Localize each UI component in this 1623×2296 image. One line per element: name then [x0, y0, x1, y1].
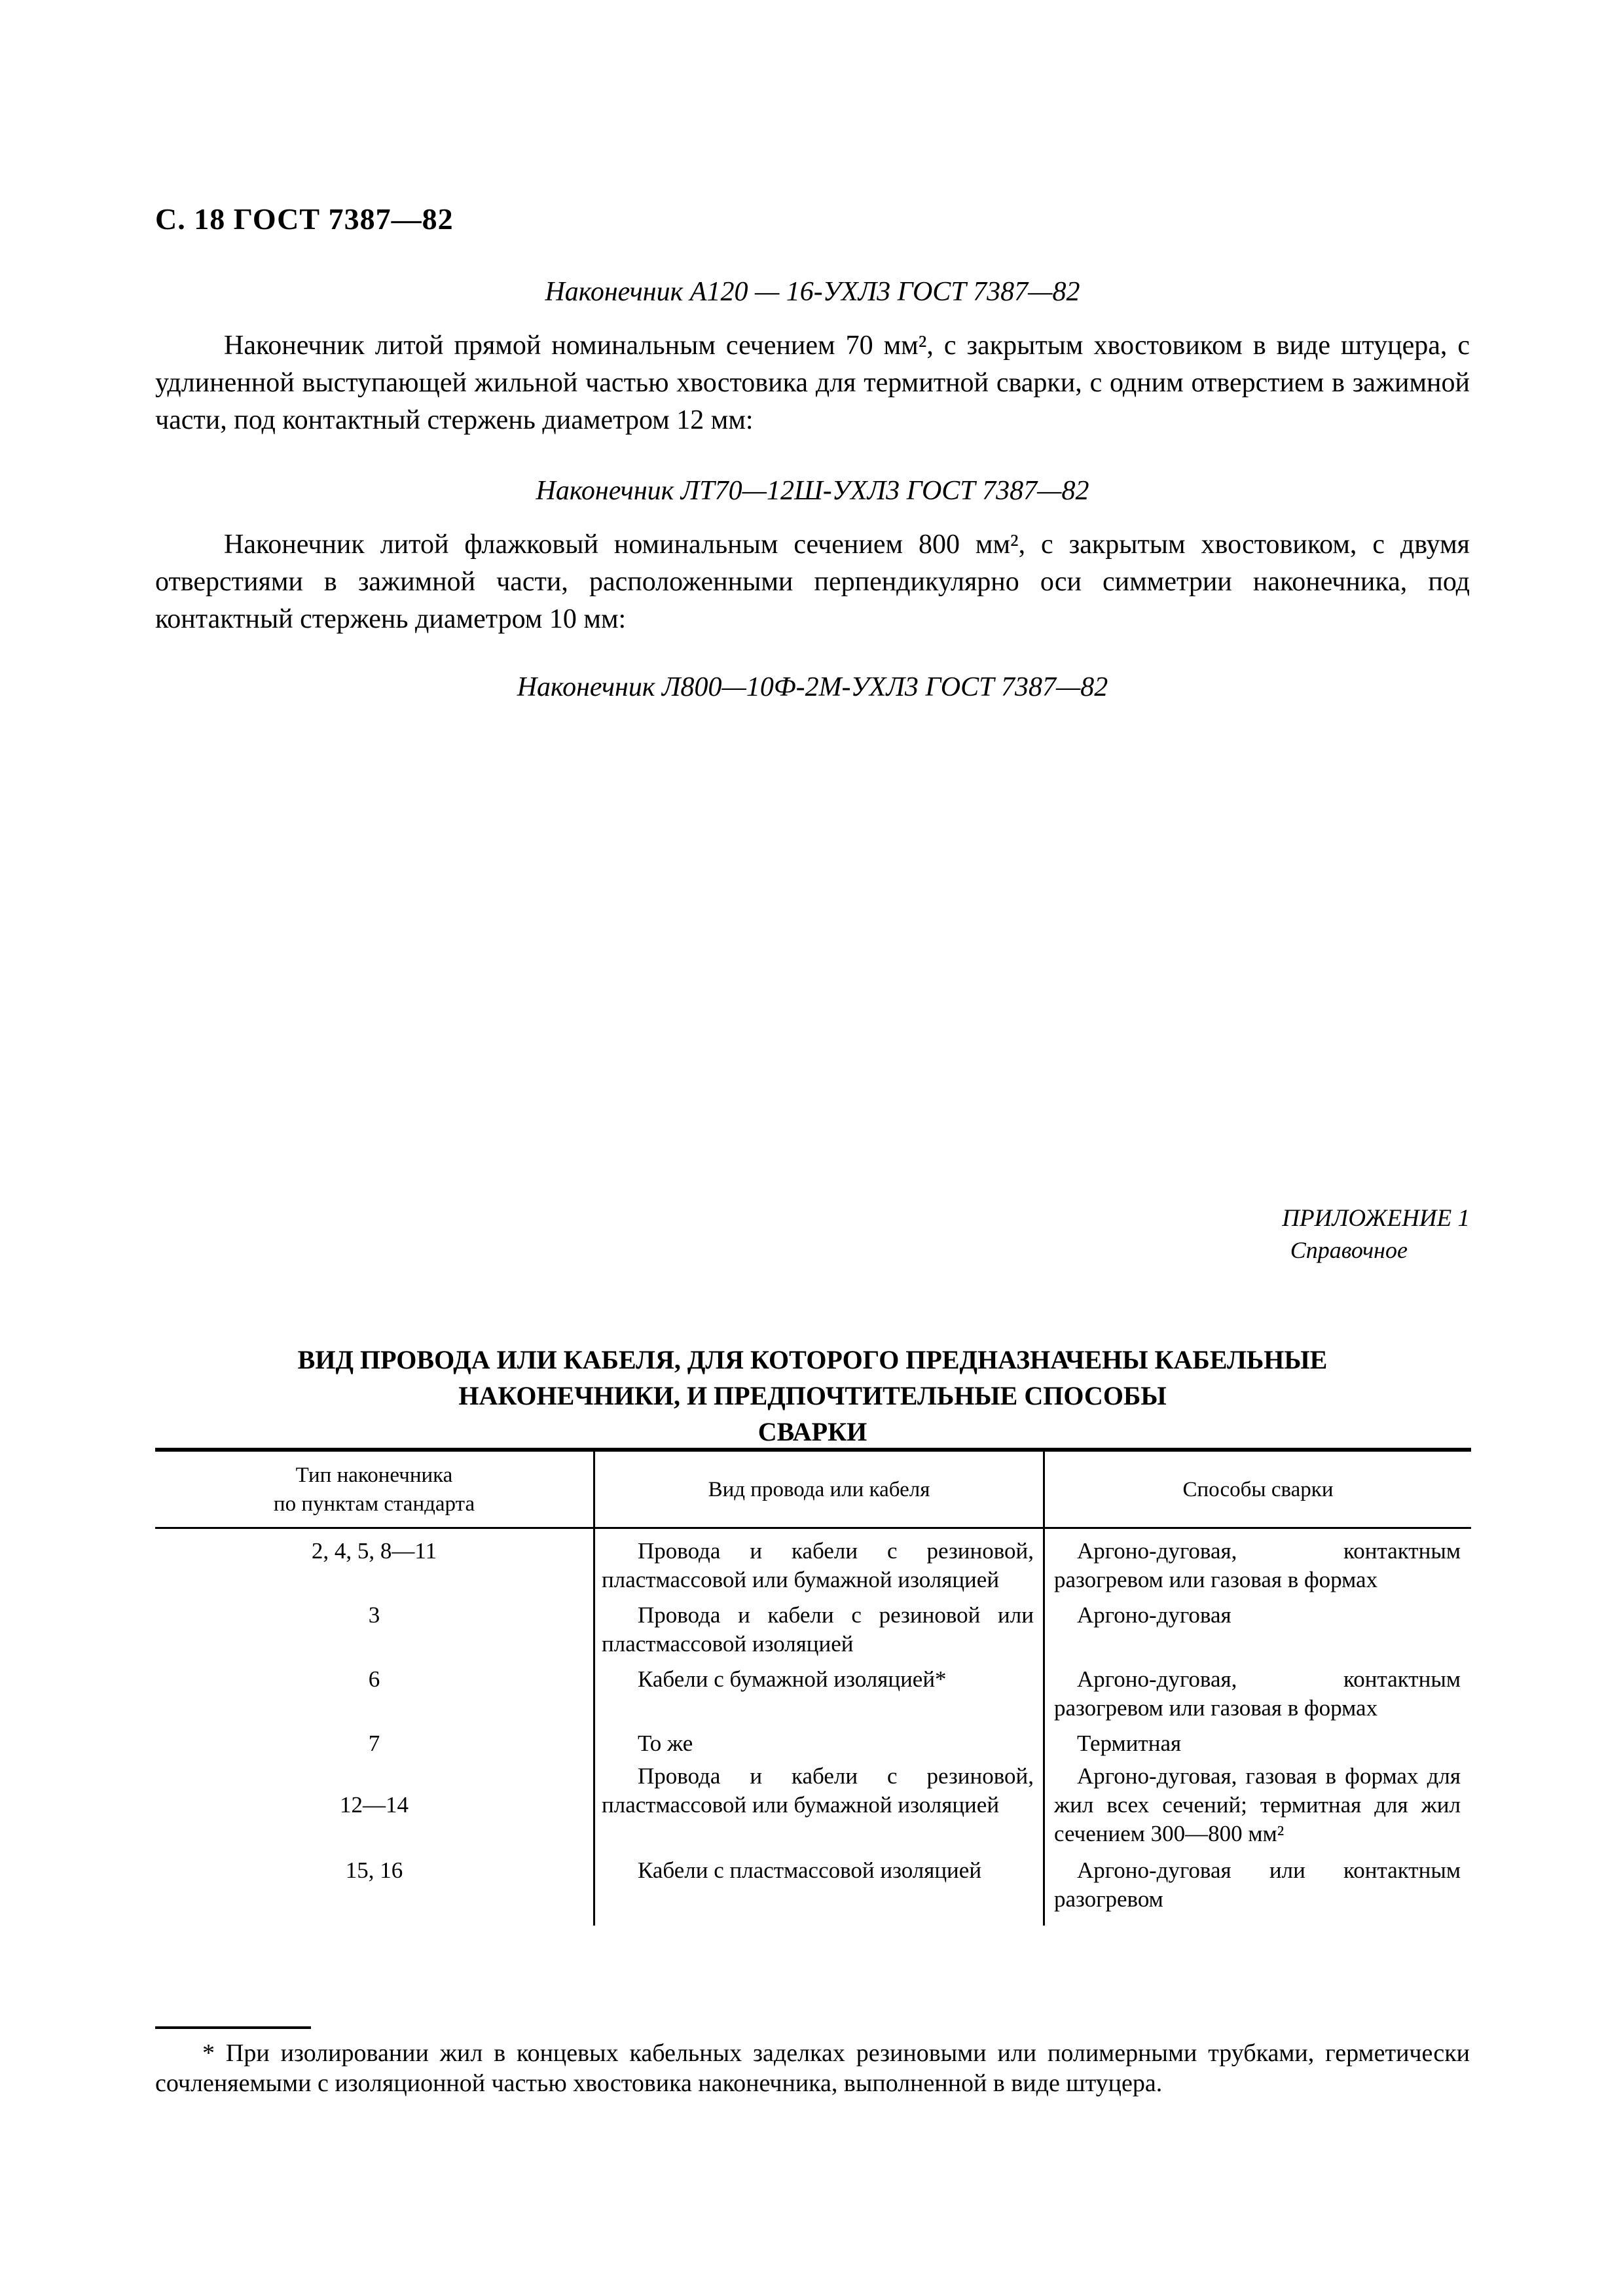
cell-method: Аргоно-дуговая или контактным разогревом: [1043, 1848, 1471, 1926]
cell-kind: Кабели с бумажной изоляцией*: [593, 1659, 1043, 1723]
cell-kind: То же: [593, 1723, 1043, 1758]
cell-method: Аргоно-дуговая: [1043, 1594, 1471, 1659]
cell-type: 3: [368, 1602, 380, 1628]
footnote-text: * При изолировании жил в концевых кабельных заделках резиновыми или полимерными трубками, герметически сочленяемыми с изоляционной частью хвостовика наконечника, выполненной в виде штуцера.: [155, 2039, 1470, 2097]
cell-type: 12—14: [340, 1792, 409, 1818]
cell-method: Аргоно-дуговая, контактным разогревом или газовая в формах: [1043, 1529, 1471, 1594]
table-row: [155, 1529, 1471, 1594]
cell-kind: Провода и кабели с резиновой или пластмассовой изоляцией: [593, 1594, 1043, 1659]
cell-kind: Провода и кабели с резиновой, пластмассовой или бумажной изоляцией: [593, 1758, 1043, 1848]
welding-methods-table: [155, 1448, 1471, 1926]
cell-method: Аргоно-дуговая, контактным разогревом или газовая в формах: [1043, 1659, 1471, 1723]
appendix-title-line-2: НАКОНЕЧНИКИ, И ПРЕДПОЧТИТЕЛЬНЫЕ СПОСОБЫ: [458, 1381, 1167, 1410]
table-row: [155, 1594, 1471, 1659]
table-row: [155, 1848, 1471, 1926]
column-header-kind-label: Вид провода или кабеля: [708, 1477, 930, 1501]
designation-line-2: Наконечник ЛТ70—12Ш-УХЛ3 ГОСТ 7387—82: [536, 476, 1089, 506]
paragraph-1: Наконечник литой прямой номинальным сечением 70 мм², с закрытым хвостовиком в виде штуцера, с удлиненной выступающей жильной частью хвостовика для термитной сварки, с одним отверстием в зажимной части, под контактный стержень диаметром 12 мм:: [155, 331, 1470, 435]
table-row: [155, 1659, 1471, 1723]
appendix-header: [1282, 1203, 1470, 1266]
cell-method: Термитная: [1043, 1723, 1471, 1758]
column-header-type: [155, 1452, 593, 1527]
column-header-kind: [593, 1452, 1043, 1527]
cell-type: 15, 16: [345, 1857, 403, 1883]
cell-type: 7: [368, 1731, 380, 1756]
cell-kind: Провода и кабели с резиновой, пластмассовой или бумажной изоляцией: [593, 1529, 1043, 1594]
footnote-divider: [155, 2026, 311, 2029]
designation-line-1: Наконечник А120 — 16-УХЛ3 ГОСТ 7387—82: [545, 277, 1080, 307]
cell-type: 6: [368, 1666, 380, 1692]
column-header-method: [1043, 1452, 1471, 1527]
appendix-title-line-3: СВАРКИ: [757, 1417, 867, 1446]
column-header-method-label: Способы сварки: [1182, 1477, 1334, 1501]
table-row: [155, 1758, 1471, 1848]
cell-kind: Кабели с пластмассовой изоляцией: [593, 1848, 1043, 1926]
table-header-row: [155, 1452, 1471, 1529]
cell-method: Аргоно-дуговая, газовая в формах для жил всех сечений; термитная для жил сечением 300—800 мм²: [1043, 1758, 1471, 1848]
cell-type: 2, 4, 5, 8—11: [311, 1538, 437, 1564]
column-header-type-line1: Тип наконечника: [295, 1463, 453, 1487]
table-row: [155, 1723, 1471, 1758]
designation-line-3: Наконечник Л800—10Ф-2М-УХЛ3 ГОСТ 7387—82: [517, 672, 1108, 702]
appendix-title: [155, 1342, 1470, 1450]
column-header-type-line2: по пунктам стандарта: [273, 1492, 475, 1516]
appendix-title-line-1: ВИД ПРОВОДА ИЛИ КАБЕЛЯ, ДЛЯ КОТОРОГО ПРЕДНАЗНАЧЕНЫ КАБЕЛЬНЫЕ: [297, 1345, 1328, 1374]
appendix-label: ПРИЛОЖЕНИЕ 1: [1282, 1205, 1470, 1232]
paragraph-2: Наконечник литой флажковый номинальным сечением 800 мм², с закрытым хвостовиком, с двумя отверстиями в зажимной части, расположенными перпендикулярно оси симметрии наконечника, под контактный стержень диаметром 10 мм:: [155, 529, 1470, 634]
page-header: С. 18 ГОСТ 7387—82: [155, 202, 454, 236]
appendix-subtitle: Справочное: [1290, 1237, 1408, 1263]
